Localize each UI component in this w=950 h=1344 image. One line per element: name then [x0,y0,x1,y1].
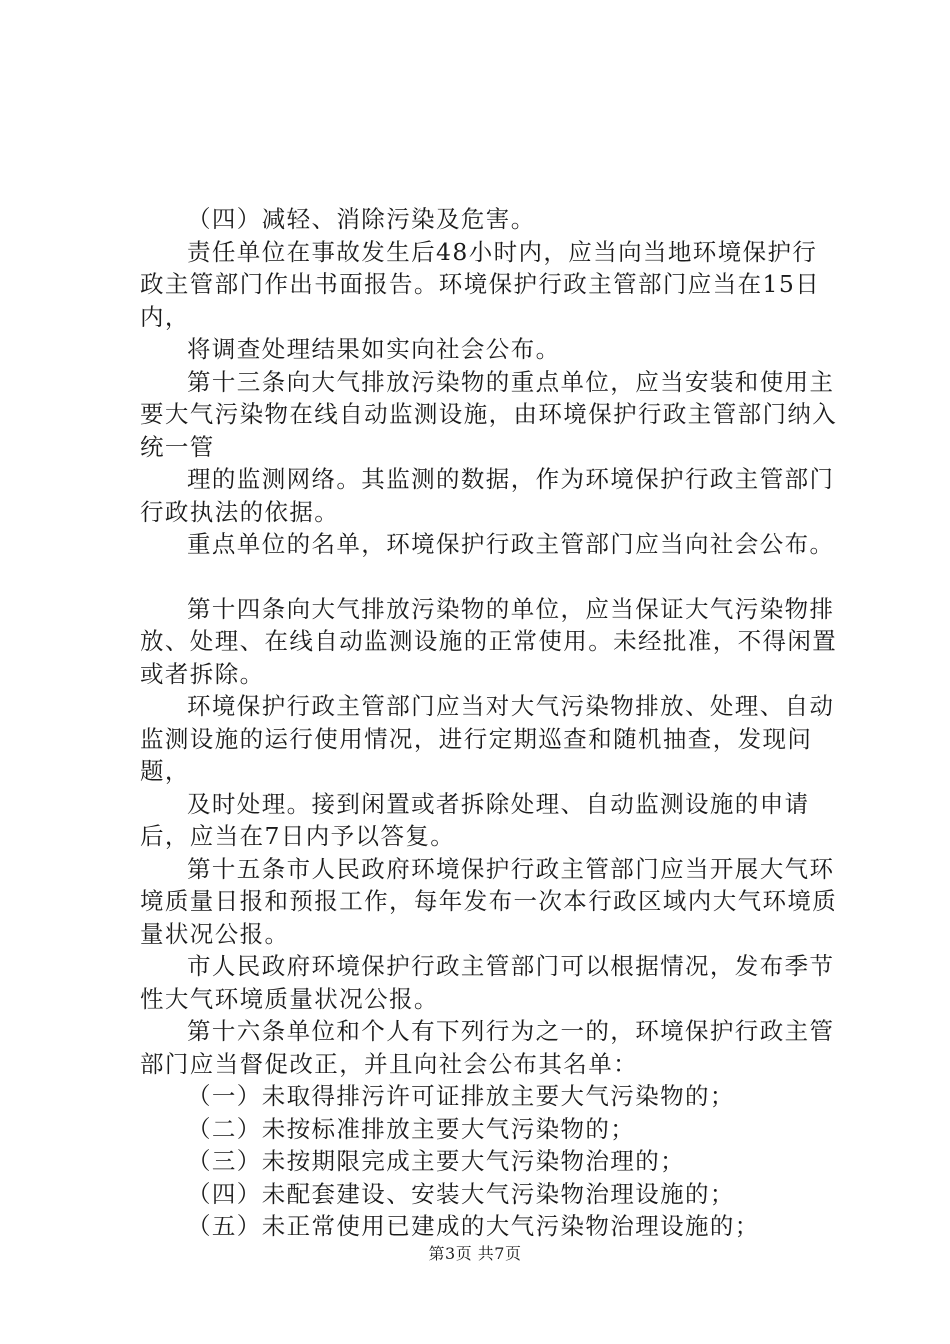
list-item: （一）未取得排污许可证排放主要大气污染物的； [187,1082,735,1110]
list-item: （四）未配套建设、安装大气污染物治理设施的； [187,1179,735,1208]
paragraph: 将调查处理结果如实向社会公布。 [187,335,561,363]
page-number-footer: 第3页 共7页 [428,1244,522,1263]
document-body [140,203,840,1243]
paragraph: 重点单位的名单，环境保护行政主管部门应当向社会公布。 [187,530,835,558]
paragraph: 及时处理。接到闲置或者拆除处理、自动监测设施的申请后，应当在7日内予以答复。 [140,789,810,850]
paragraph: （四）减轻、消除污染及危害。 [187,205,536,233]
list-item: （五）未正常使用已建成的大气污染物治理设施的； [187,1212,760,1240]
paragraph: 责任单位在事故发生后48小时内，应当向当地环境保护行政主管部门作出书面报告。环境保护行政主管部门应当在15日内， [140,237,821,331]
paragraph: 理的监测网络。其监测的数据，作为环境保护行政主管部门行政执法的依据。 [140,465,835,526]
paragraph: 第十五条市人民政府环境保护行政主管部门应当开展大气环境质量日报和预报工作，每年发布一次本行政区域内大气环境质量状况公报。 [140,854,838,948]
paragraph: 市人民政府环境保护行政主管部门可以根据情况，发布季节性大气环境质量状况公报。 [140,952,835,1013]
paragraph: 第十四条向大气排放污染物的单位，应当保证大气污染物排放、处理、在线自动监测设施的正常使用。未经批准，不得闲置或者拆除。 [140,594,838,688]
paragraph: 第十六条单位和个人有下列行为之一的，环境保护行政主管部门应当督促改正，并且向社会公布其名单： [140,1017,835,1078]
paragraph: 第十三条向大气排放污染物的重点单位，应当安装和使用主要大气污染物在线自动监测设施，由环境保护行政主管部门纳入统一管 [140,367,838,461]
list-item: （三）未按期限完成主要大气污染物治理的； [187,1147,685,1175]
list-item: （二）未按标准排放主要大气污染物的； [187,1114,636,1143]
paragraph: 环境保护行政主管部门应当对大气污染物排放、处理、自动监测设施的运行使用情况，进行定期巡查和随机抽查，发现问题， [140,692,835,785]
